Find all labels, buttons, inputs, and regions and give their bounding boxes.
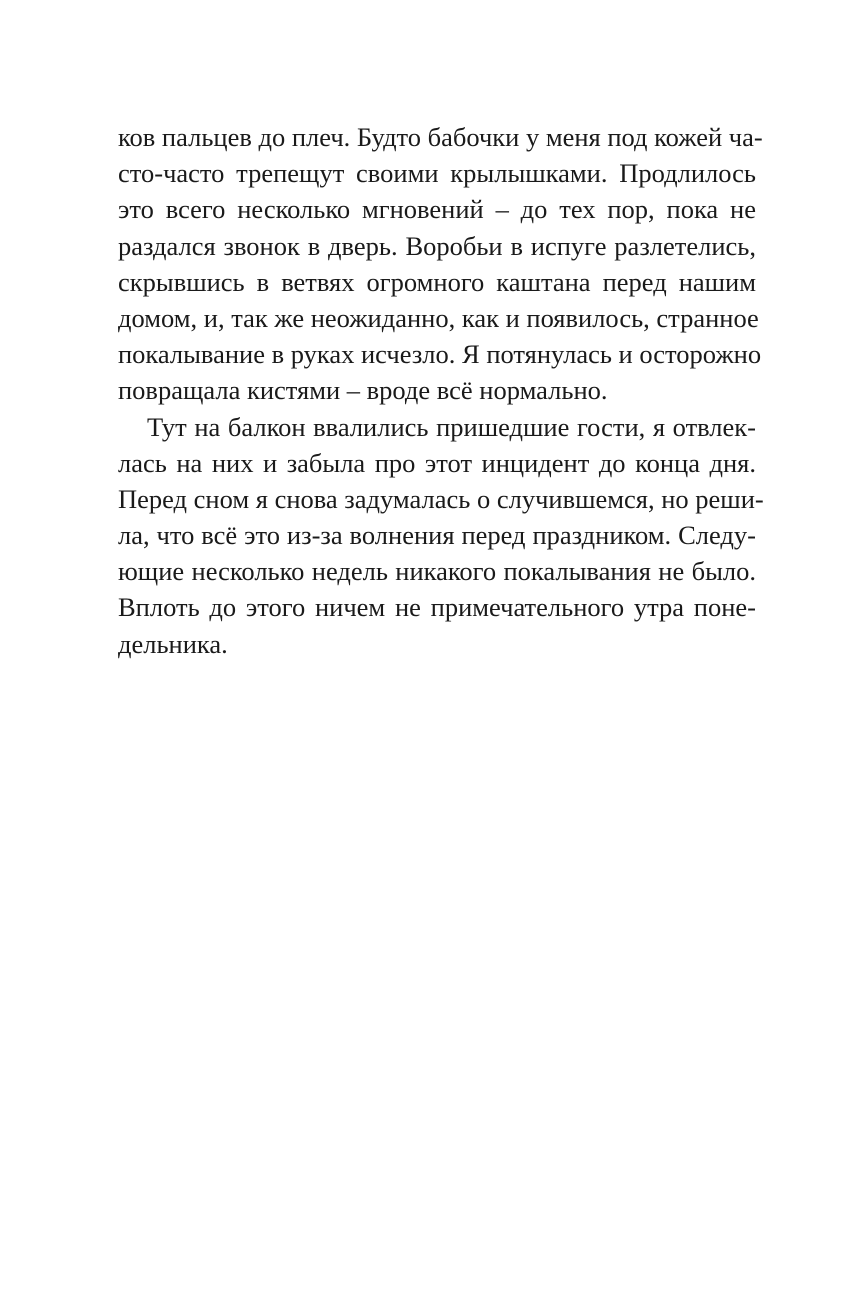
text-line: ла, что всё это из-за волнения перед праздником. Следу- <box>118 520 756 551</box>
text-line: Тут на балкон ввалились пришедшие гости, я отвлек- <box>147 411 756 442</box>
text-line: Вплоть до этого ничем не примечательного утра поне- <box>118 592 756 623</box>
text-line: ков пальцев до плеч. Будто бабочки у меня под кожей ча- <box>118 122 763 152</box>
paragraph-1 <box>118 119 763 409</box>
text-line: покалывание в руках исчезло. Я потянулась и осторожно <box>118 339 762 370</box>
text-line: раздался звонок в дверь. Воробьи в испуге разлетелись, <box>118 230 756 261</box>
text-line: повращала кистями – вроде всё нормально. <box>118 375 608 406</box>
text-line: Перед сном я снова задумалась о случившемся, но реши- <box>118 483 764 514</box>
text-line: сто-часто трепещут своими крылышками. Продлилось <box>118 158 756 189</box>
text-line: это всего несколько мгновений – до тех пор, пока не <box>118 194 756 225</box>
text-line: домом, и, так же неожиданно, как и появилось, странное <box>118 302 759 333</box>
text-line: ющие несколько недель никакого покалывания не было. <box>118 556 756 587</box>
text-line: скрывшись в ветвях огромного каштана перед нашим <box>118 266 756 297</box>
paragraph-2 <box>118 409 764 662</box>
text-line: дельника. <box>118 628 228 659</box>
text-line: лась на них и забыла про этот инцидент до конца дня. <box>118 447 756 478</box>
body-text <box>118 119 764 662</box>
